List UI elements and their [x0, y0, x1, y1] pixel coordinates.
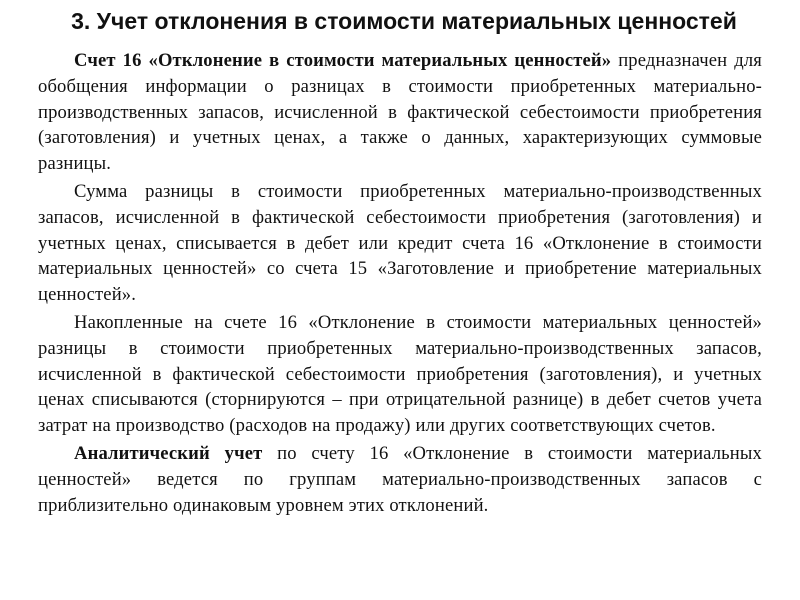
paragraph-1-text: предназначен для обобщения информации о разницах в стоимости приобретенных материально-производственных запасов, исчисленной в фактической себестоимости приобретения (заготовления) и учетных ценах, а также о данных, характеризующих суммовые разницы.: [38, 50, 762, 175]
paragraph-2: [38, 179, 762, 308]
paragraph-4-lead: Аналитический учет: [74, 442, 263, 464]
paragraph-3-text: Накопленные на счете 16 «Отклонение в стоимости материальных ценностей» разницы в стоимости приобретенных материально-производственных запасов, исчисленной в фактической себестоимости приобретения (заготовления), и учетных ценах списываются (сторнируются – при отрицательной разнице) в дебет счетов учета затрат на производство (расходов на продажу) или других соответствующих счетов.: [38, 311, 762, 437]
paragraph-1-lead: Счет 16 «Отклонение в стоимости материальных ценностей»: [74, 50, 612, 71]
paragraph-2-text: Сумма разницы в стоимости приобретенных материально-производственных запасов, исчисленной в фактической себестоимости приобретения (заготовления) и учетных ценах, списывается в дебет или кредит счета 16 «Отклонение в стоимости материальных ценностей» со счета 15 «Заготовление и приобретение материальных ценностей».: [38, 180, 762, 306]
paragraph-4: [38, 441, 762, 518]
paragraph-3: [38, 310, 762, 439]
slide-title: 3. Учет отклонения в стоимости материальных ценностей: [71, 8, 737, 34]
paragraph-1: [38, 48, 762, 177]
paragraph-4-text: по счету 16 «Отклонение в стоимости материальных ценностей» ведется по группам материально-производственных запасов с приблизительно одинаковым уровнем этих отклонений.: [38, 442, 762, 516]
